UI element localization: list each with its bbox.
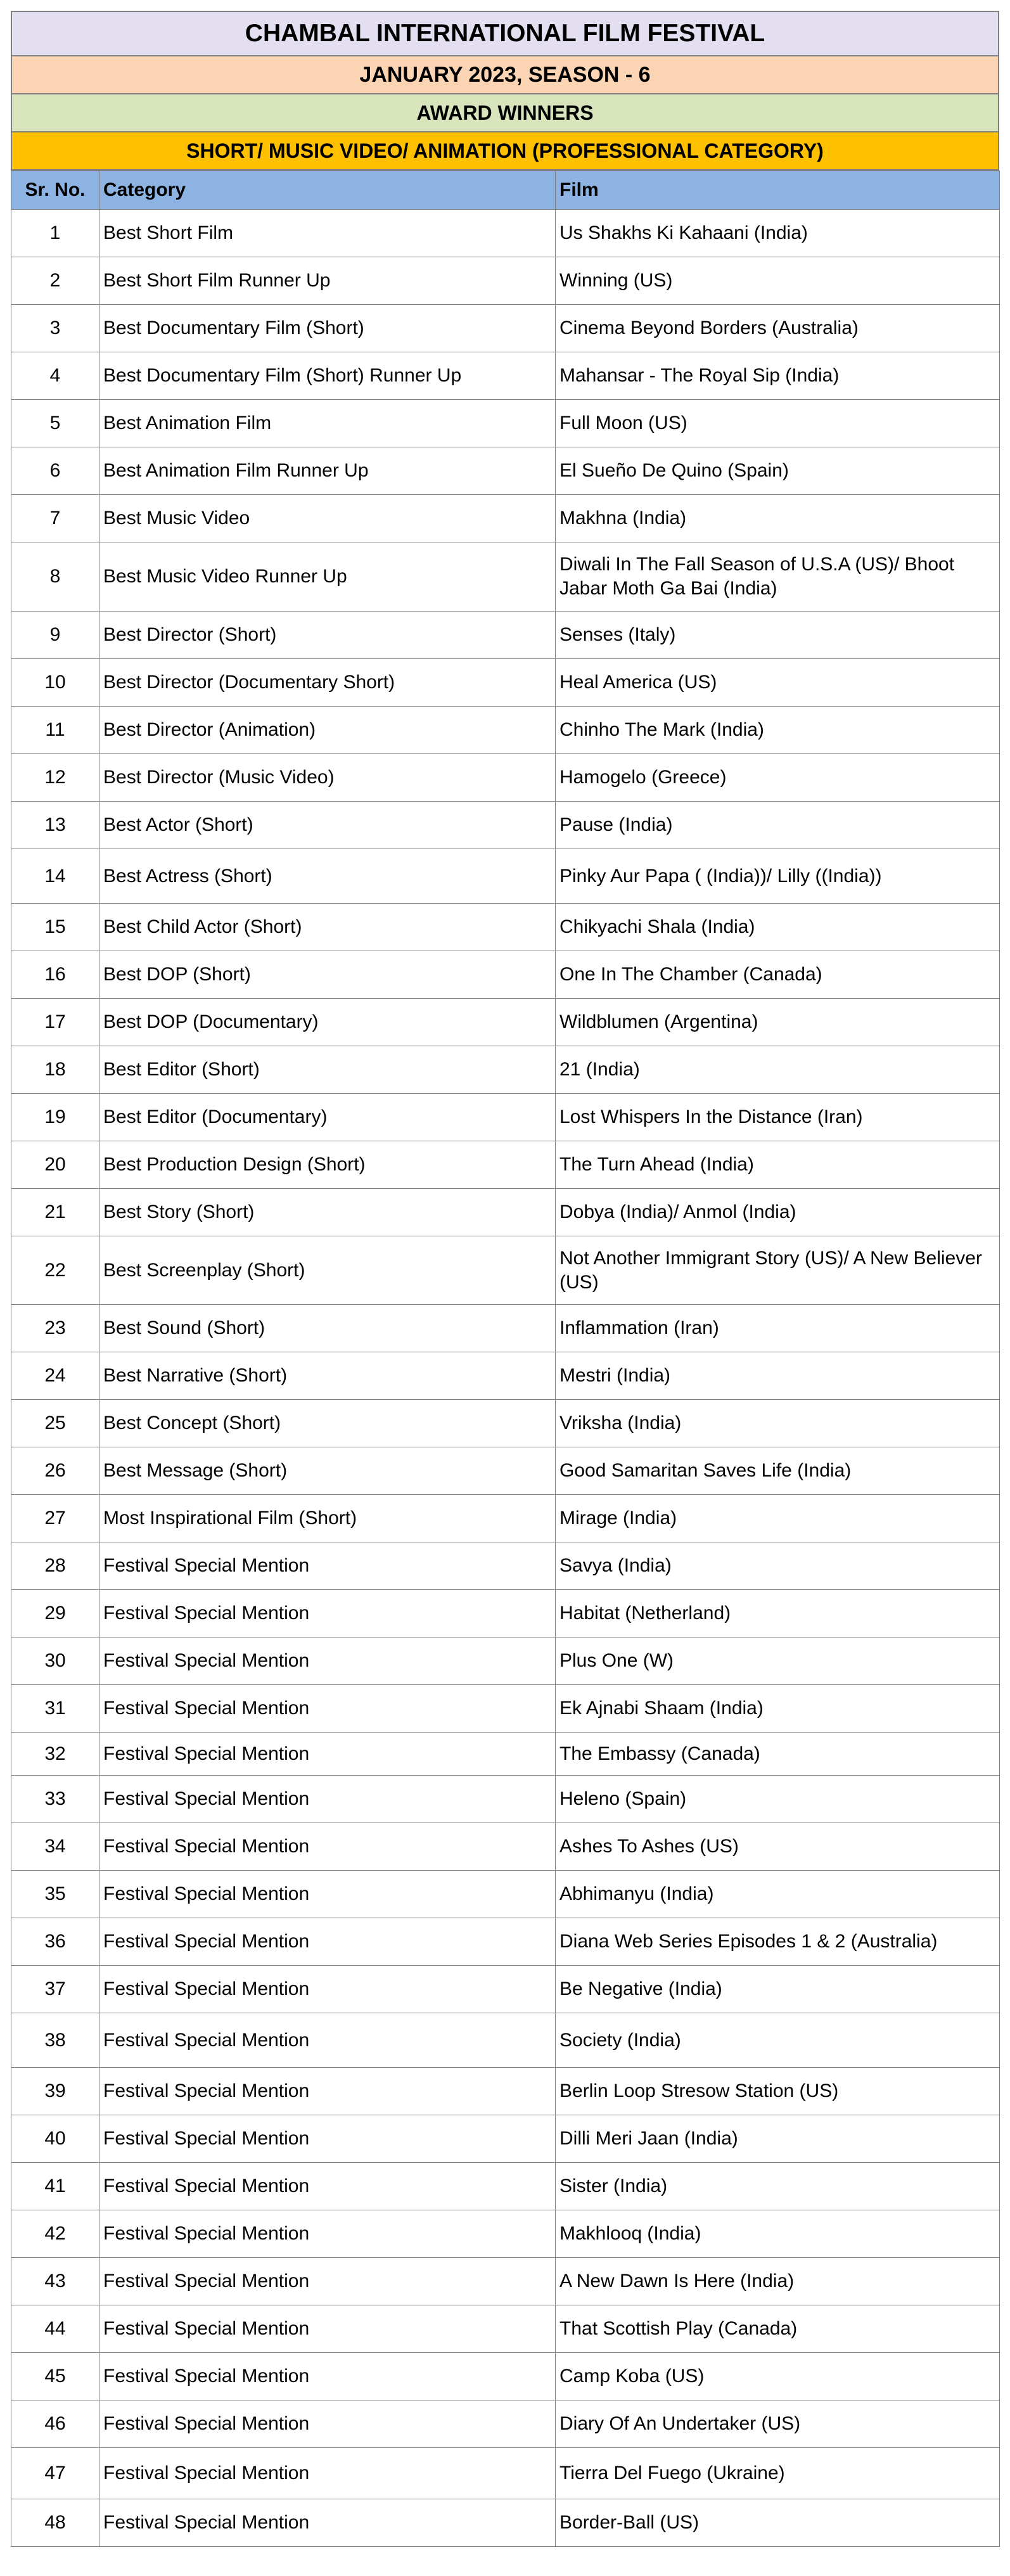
category-cell: Festival Special Mention <box>99 1823 556 1871</box>
sr-no-cell: 13 <box>11 802 99 849</box>
category-cell: Festival Special Mention <box>99 2258 556 2305</box>
category-banner: SHORT/ MUSIC VIDEO/ ANIMATION (PROFESSIONAL CATEGORY) <box>11 132 999 170</box>
table-row <box>11 1141 1000 1189</box>
category-cell: Most Inspirational Film (Short) <box>99 1495 556 1542</box>
table-row <box>11 1046 1000 1094</box>
category-cell: Festival Special Mention <box>99 1733 556 1776</box>
category-cell: Festival Special Mention <box>99 2115 556 2163</box>
film-cell: The Turn Ahead (India) <box>556 1141 1000 1189</box>
sr-no-cell: 33 <box>11 1776 99 1823</box>
table-row <box>11 707 1000 754</box>
film-cell: Wildblumen (Argentina) <box>556 999 1000 1046</box>
category-cell: Best Music Video Runner Up <box>99 542 556 612</box>
category-cell: Festival Special Mention <box>99 2305 556 2353</box>
category-cell: Best Music Video <box>99 495 556 542</box>
awards-sheet <box>11 11 999 2547</box>
sr-no-cell: 27 <box>11 1495 99 1542</box>
sr-no-cell: 3 <box>11 305 99 352</box>
category-cell: Best Director (Documentary Short) <box>99 659 556 707</box>
sr-no-cell: 40 <box>11 2115 99 2163</box>
film-cell: Dobya (India)/ Anmol (India) <box>556 1189 1000 1236</box>
film-cell: Heal America (US) <box>556 659 1000 707</box>
category-cell: Festival Special Mention <box>99 2448 556 2499</box>
film-cell: Hamogelo (Greece) <box>556 754 1000 802</box>
category-cell: Best Message (Short) <box>99 1447 556 1495</box>
table-row <box>11 1637 1000 1685</box>
sr-no-cell: 28 <box>11 1542 99 1590</box>
film-cell: Us Shakhs Ki Kahaani (India) <box>556 210 1000 257</box>
sr-no-cell: 14 <box>11 849 99 904</box>
film-cell: El Sueño De Quino (Spain) <box>556 447 1000 495</box>
category-cell: Best Animation Film <box>99 400 556 447</box>
film-cell: Mestri (India) <box>556 1352 1000 1400</box>
film-cell: Pinky Aur Papa ( (India))/ Lilly ((India)) <box>556 849 1000 904</box>
sr-no-cell: 20 <box>11 1141 99 1189</box>
table-row <box>11 754 1000 802</box>
column-header-film: Film <box>556 171 1000 210</box>
film-cell: Pause (India) <box>556 802 1000 849</box>
table-row <box>11 2115 1000 2163</box>
sr-no-cell: 34 <box>11 1823 99 1871</box>
table-row <box>11 612 1000 659</box>
sr-no-cell: 45 <box>11 2353 99 2400</box>
category-cell: Festival Special Mention <box>99 1966 556 2013</box>
film-cell: Not Another Immigrant Story (US)/ A New Believer (US) <box>556 1236 1000 1305</box>
category-cell: Festival Special Mention <box>99 1637 556 1685</box>
sr-no-cell: 12 <box>11 754 99 802</box>
category-cell: Best Story (Short) <box>99 1189 556 1236</box>
table-row <box>11 400 1000 447</box>
film-cell: Plus One (W) <box>556 1637 1000 1685</box>
table-row <box>11 1447 1000 1495</box>
sr-no-cell: 47 <box>11 2448 99 2499</box>
sr-no-cell: 39 <box>11 2068 99 2115</box>
sr-no-cell: 29 <box>11 1590 99 1637</box>
category-cell: Best Director (Music Video) <box>99 754 556 802</box>
table-row <box>11 1776 1000 1823</box>
table-row <box>11 659 1000 707</box>
table-header-row <box>11 171 1000 210</box>
winners-table <box>11 170 1000 2547</box>
film-cell: Abhimanyu (India) <box>556 1871 1000 1918</box>
category-cell: Best Documentary Film (Short) Runner Up <box>99 352 556 400</box>
sr-no-cell: 10 <box>11 659 99 707</box>
film-cell: Ek Ajnabi Shaam (India) <box>556 1685 1000 1733</box>
film-cell: Chikyachi Shala (India) <box>556 904 1000 951</box>
film-cell: Mahansar - The Royal Sip (India) <box>556 352 1000 400</box>
table-row <box>11 1352 1000 1400</box>
sr-no-cell: 8 <box>11 542 99 612</box>
table-row <box>11 2353 1000 2400</box>
table-row <box>11 2210 1000 2258</box>
table-row <box>11 257 1000 305</box>
sr-no-cell: 15 <box>11 904 99 951</box>
award-winners-banner: AWARD WINNERS <box>11 94 999 132</box>
film-cell: The Embassy (Canada) <box>556 1733 1000 1776</box>
category-cell: Festival Special Mention <box>99 1542 556 1590</box>
table-row <box>11 2305 1000 2353</box>
category-cell: Best DOP (Documentary) <box>99 999 556 1046</box>
film-cell: Tierra Del Fuego (Ukraine) <box>556 2448 1000 2499</box>
sr-no-cell: 24 <box>11 1352 99 1400</box>
table-row <box>11 542 1000 612</box>
table-row <box>11 1966 1000 2013</box>
table-row <box>11 305 1000 352</box>
table-row <box>11 999 1000 1046</box>
category-cell: Best Short Film <box>99 210 556 257</box>
table-row <box>11 1590 1000 1637</box>
category-cell: Best Animation Film Runner Up <box>99 447 556 495</box>
film-cell: Society (India) <box>556 2013 1000 2068</box>
table-row <box>11 210 1000 257</box>
category-cell: Best Short Film Runner Up <box>99 257 556 305</box>
sr-no-cell: 19 <box>11 1094 99 1141</box>
category-cell: Festival Special Mention <box>99 1871 556 1918</box>
film-cell: 21 (India) <box>556 1046 1000 1094</box>
table-row <box>11 1400 1000 1447</box>
table-row <box>11 495 1000 542</box>
category-cell: Best Editor (Short) <box>99 1046 556 1094</box>
sr-no-cell: 18 <box>11 1046 99 1094</box>
film-cell: Sister (India) <box>556 2163 1000 2210</box>
sr-no-cell: 41 <box>11 2163 99 2210</box>
table-row <box>11 849 1000 904</box>
film-cell: Diary Of An Undertaker (US) <box>556 2400 1000 2448</box>
category-cell: Festival Special Mention <box>99 2499 556 2547</box>
film-cell: Be Negative (India) <box>556 1966 1000 2013</box>
category-cell: Best DOP (Short) <box>99 951 556 999</box>
sr-no-cell: 44 <box>11 2305 99 2353</box>
table-row <box>11 802 1000 849</box>
film-cell: Inflammation (Iran) <box>556 1305 1000 1352</box>
sr-no-cell: 35 <box>11 1871 99 1918</box>
table-row <box>11 951 1000 999</box>
film-cell: Makhna (India) <box>556 495 1000 542</box>
sr-no-cell: 17 <box>11 999 99 1046</box>
table-row <box>11 1685 1000 1733</box>
film-cell: Makhlooq (India) <box>556 2210 1000 2258</box>
table-row <box>11 1733 1000 1776</box>
table-row <box>11 1542 1000 1590</box>
table-row <box>11 2163 1000 2210</box>
film-cell: Cinema Beyond Borders (Australia) <box>556 305 1000 352</box>
sr-no-cell: 46 <box>11 2400 99 2448</box>
category-cell: Best Documentary Film (Short) <box>99 305 556 352</box>
festival-title: CHAMBAL INTERNATIONAL FILM FESTIVAL <box>11 11 999 56</box>
table-row <box>11 2068 1000 2115</box>
category-cell: Festival Special Mention <box>99 2068 556 2115</box>
table-row <box>11 1823 1000 1871</box>
table-row <box>11 352 1000 400</box>
sr-no-cell: 43 <box>11 2258 99 2305</box>
category-cell: Festival Special Mention <box>99 1685 556 1733</box>
sr-no-cell: 42 <box>11 2210 99 2258</box>
sr-no-cell: 2 <box>11 257 99 305</box>
category-cell: Festival Special Mention <box>99 2400 556 2448</box>
film-cell: Camp Koba (US) <box>556 2353 1000 2400</box>
category-cell: Festival Special Mention <box>99 2163 556 2210</box>
sr-no-cell: 37 <box>11 1966 99 2013</box>
category-cell: Best Director (Animation) <box>99 707 556 754</box>
table-row <box>11 2013 1000 2068</box>
sr-no-cell: 48 <box>11 2499 99 2547</box>
film-cell: Habitat (Netherland) <box>556 1590 1000 1637</box>
sr-no-cell: 7 <box>11 495 99 542</box>
film-cell: Mirage (India) <box>556 1495 1000 1542</box>
category-cell: Best Actress (Short) <box>99 849 556 904</box>
table-row <box>11 1495 1000 1542</box>
column-header-category: Category <box>99 171 556 210</box>
film-cell: Ashes To Ashes (US) <box>556 1823 1000 1871</box>
sr-no-cell: 36 <box>11 1918 99 1966</box>
table-row <box>11 1871 1000 1918</box>
film-cell: A New Dawn Is Here (India) <box>556 2258 1000 2305</box>
table-row <box>11 1918 1000 1966</box>
sr-no-cell: 31 <box>11 1685 99 1733</box>
category-cell: Best Director (Short) <box>99 612 556 659</box>
category-cell: Festival Special Mention <box>99 1918 556 1966</box>
category-cell: Best Concept (Short) <box>99 1400 556 1447</box>
table-row <box>11 1236 1000 1305</box>
sr-no-cell: 5 <box>11 400 99 447</box>
column-header-sr-no: Sr. No. <box>11 171 99 210</box>
category-cell: Best Screenplay (Short) <box>99 1236 556 1305</box>
category-cell: Festival Special Mention <box>99 2013 556 2068</box>
sr-no-cell: 26 <box>11 1447 99 1495</box>
category-cell: Best Editor (Documentary) <box>99 1094 556 1141</box>
sr-no-cell: 9 <box>11 612 99 659</box>
sr-no-cell: 11 <box>11 707 99 754</box>
film-cell: Dilli Meri Jaan (India) <box>556 2115 1000 2163</box>
film-cell: Diana Web Series Episodes 1 & 2 (Australia) <box>556 1918 1000 1966</box>
category-cell: Best Narrative (Short) <box>99 1352 556 1400</box>
table-row <box>11 1305 1000 1352</box>
sr-no-cell: 25 <box>11 1400 99 1447</box>
category-cell: Best Production Design (Short) <box>99 1141 556 1189</box>
sr-no-cell: 21 <box>11 1189 99 1236</box>
film-cell: Senses (Italy) <box>556 612 1000 659</box>
category-cell: Festival Special Mention <box>99 2353 556 2400</box>
film-cell: One In The Chamber (Canada) <box>556 951 1000 999</box>
film-cell: Vriksha (India) <box>556 1400 1000 1447</box>
category-cell: Festival Special Mention <box>99 1776 556 1823</box>
film-cell: Chinho The Mark (India) <box>556 707 1000 754</box>
film-cell: That Scottish Play (Canada) <box>556 2305 1000 2353</box>
table-row <box>11 2400 1000 2448</box>
category-cell: Best Sound (Short) <box>99 1305 556 1352</box>
table-row <box>11 1189 1000 1236</box>
sr-no-cell: 22 <box>11 1236 99 1305</box>
category-cell: Best Child Actor (Short) <box>99 904 556 951</box>
sr-no-cell: 16 <box>11 951 99 999</box>
film-cell: Lost Whispers In the Distance (Iran) <box>556 1094 1000 1141</box>
table-row <box>11 2499 1000 2547</box>
category-cell: Best Actor (Short) <box>99 802 556 849</box>
film-cell: Border-Ball (US) <box>556 2499 1000 2547</box>
sr-no-cell: 23 <box>11 1305 99 1352</box>
sr-no-cell: 1 <box>11 210 99 257</box>
category-cell: Festival Special Mention <box>99 2210 556 2258</box>
sr-no-cell: 32 <box>11 1733 99 1776</box>
category-cell: Festival Special Mention <box>99 1590 556 1637</box>
table-row <box>11 447 1000 495</box>
film-cell: Good Samaritan Saves Life (India) <box>556 1447 1000 1495</box>
sr-no-cell: 30 <box>11 1637 99 1685</box>
table-body <box>11 210 1000 2547</box>
film-cell: Savya (India) <box>556 1542 1000 1590</box>
film-cell: Heleno (Spain) <box>556 1776 1000 1823</box>
table-row <box>11 2448 1000 2499</box>
film-cell: Winning (US) <box>556 257 1000 305</box>
table-row <box>11 2258 1000 2305</box>
sr-no-cell: 4 <box>11 352 99 400</box>
table-row <box>11 1094 1000 1141</box>
film-cell: Berlin Loop Stresow Station (US) <box>556 2068 1000 2115</box>
film-cell: Diwali In The Fall Season of U.S.A (US)/ Bhoot Jabar Moth Ga Bai (India) <box>556 542 1000 612</box>
film-cell: Full Moon (US) <box>556 400 1000 447</box>
sr-no-cell: 6 <box>11 447 99 495</box>
sr-no-cell: 38 <box>11 2013 99 2068</box>
table-row <box>11 904 1000 951</box>
season-banner: JANUARY 2023, SEASON - 6 <box>11 56 999 94</box>
